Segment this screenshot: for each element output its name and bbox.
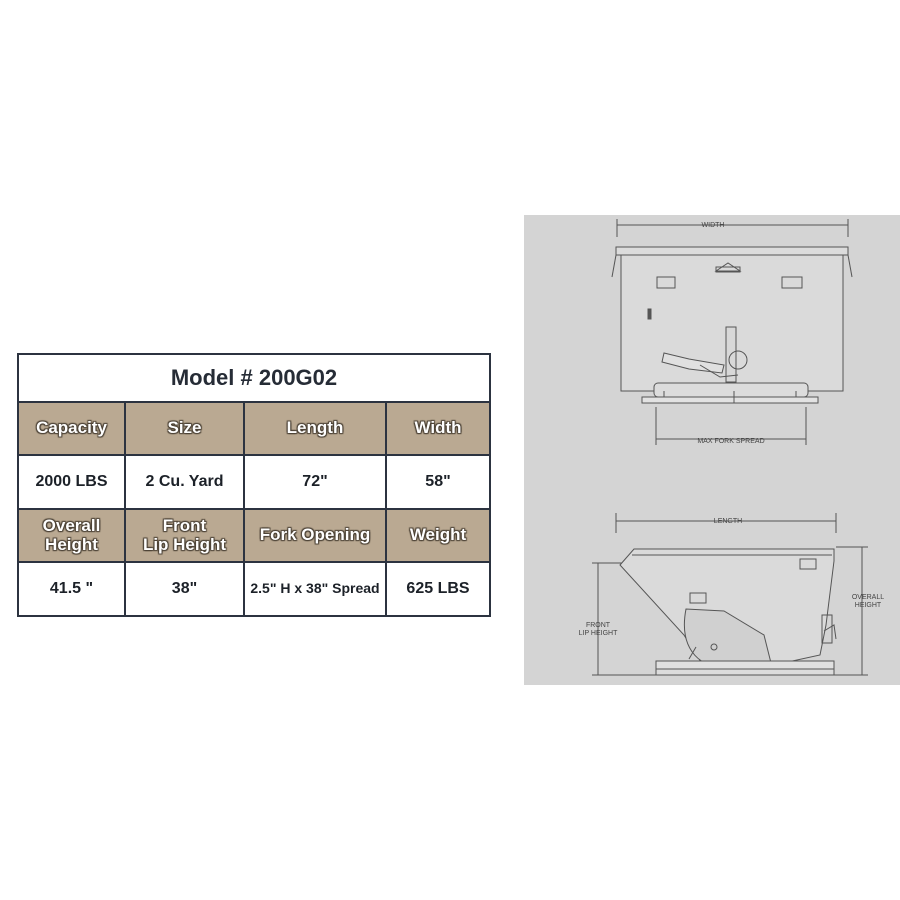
- header-row-1: [18, 402, 490, 455]
- header-capacity: Capacity: [18, 402, 125, 455]
- value-fork-opening: 2.5" H x 38" Spread: [244, 562, 386, 616]
- front-lip-height-label-2: LIP HEIGHT: [578, 630, 618, 637]
- model-title: Model # 200G02: [18, 354, 490, 402]
- value-row-2: [18, 562, 490, 616]
- header-front-lip-height: Front Lip Height: [125, 509, 244, 562]
- header-size: Size: [125, 402, 244, 455]
- header-length: Length: [244, 402, 386, 455]
- value-width: 58": [386, 455, 490, 509]
- value-overall-height: 41.5 ": [18, 562, 125, 616]
- length-label: LENGTH: [713, 518, 743, 525]
- value-length: 72": [244, 455, 386, 509]
- value-weight: 625 LBS: [386, 562, 490, 616]
- header-row-2: [18, 509, 490, 562]
- max-fork-spread-label: MAX FORK SPREAD: [697, 438, 765, 445]
- overall-height-label-2: HEIGHT: [854, 602, 882, 609]
- width-label: WIDTH: [701, 222, 725, 229]
- value-front-lip-height: 38": [125, 562, 244, 616]
- header-weight: Weight: [386, 509, 490, 562]
- header-overall-height: Overall Height: [18, 509, 125, 562]
- hopper-diagram-panel: [524, 215, 900, 685]
- front-view: [612, 219, 852, 445]
- front-lip-height-label-1: FRONT: [585, 622, 611, 629]
- spec-table: [17, 353, 491, 617]
- value-size: 2 Cu. Yard: [125, 455, 244, 509]
- value-row-1: [18, 455, 490, 509]
- side-view: [592, 513, 868, 675]
- overall-height-label-1: OVERALL: [851, 594, 885, 601]
- value-capacity: 2000 LBS: [18, 455, 125, 509]
- header-fork-opening: Fork Opening: [244, 509, 386, 562]
- hopper-diagram: [524, 215, 900, 685]
- header-width: Width: [386, 402, 490, 455]
